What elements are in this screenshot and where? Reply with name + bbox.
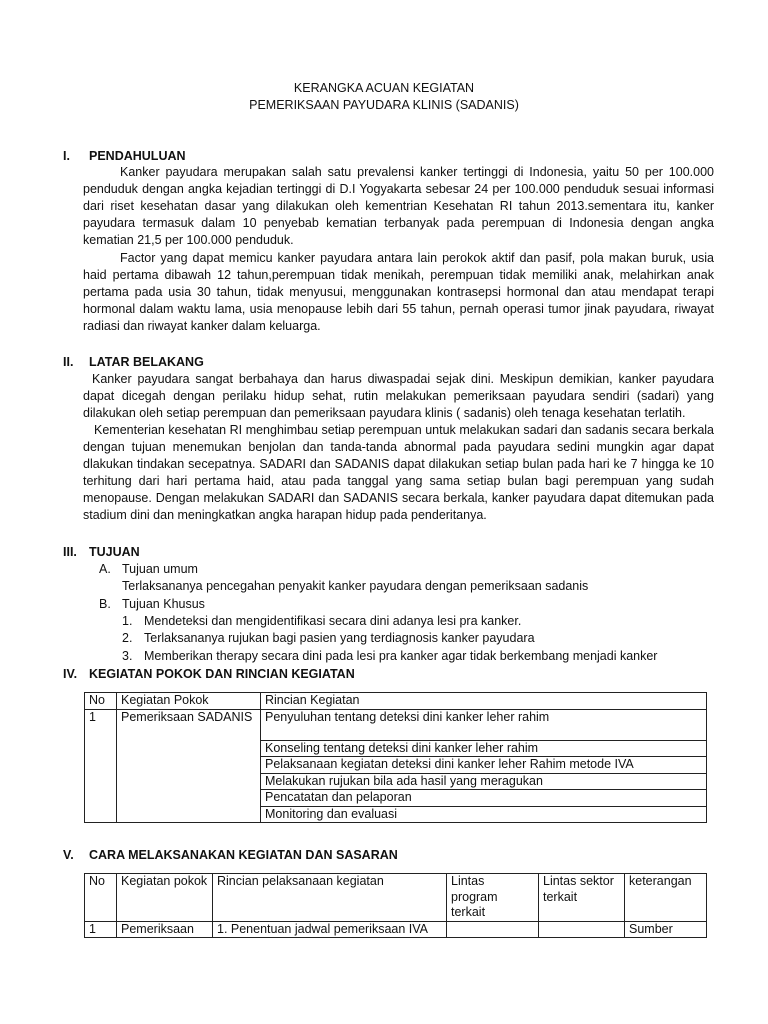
goal-b-label: B. xyxy=(99,597,111,611)
header-no: No xyxy=(85,874,117,922)
section-1-number: I. xyxy=(63,149,70,163)
section-3-number: III. xyxy=(63,545,77,559)
goal-a-title: Tujuan umum xyxy=(122,562,198,576)
row-kegiatan-pokok: Pemeriksaan SADANIS xyxy=(117,709,261,823)
header-lintas-sektor: Lintas sektor terkait xyxy=(539,874,625,922)
section-2-number: II. xyxy=(63,355,74,369)
section-1-paragraph-1 xyxy=(83,164,714,249)
section-3-heading xyxy=(63,544,140,561)
row-rincian: 1. Penentuan jadwal pemeriksaan IVA xyxy=(213,921,447,938)
header-lintas-program: Lintas program terkait xyxy=(447,874,539,922)
section-4-heading xyxy=(63,666,355,683)
section-1-title: PENDAHULUAN xyxy=(89,149,186,163)
implementation-table xyxy=(84,873,707,938)
section-5-heading xyxy=(63,847,398,864)
section-1-paragraph-1-text: Kanker payudara merupakan salah satu prevalensi kanker tertinggi di Indonesia, yaitu 50 per 100.000 penduduk dengan angka kejadian tertinggi di D.I Yogyakarta sebesar 24 per 100.000 penduduk sesuai informasi dari riset kesehatan dasar yang dilakukan oleh kementrian Kesehatan RI tahun 2013.sementara itu, kanker payudara termasuk dalam 10 penyebab kematian terbanyak pada perempuan di Indonesia dengan angka kematian 21,5 per 100.000 penduduk. xyxy=(83,165,714,247)
doc-title-line-1: KERANGKA ACUAN KEGIATAN xyxy=(293,81,475,95)
section-2-title: LATAR BELAKANG xyxy=(89,355,204,369)
table-header-row xyxy=(85,874,707,922)
specific-goal-1-number: 1. xyxy=(122,614,133,628)
row-lintas-sektor xyxy=(539,921,625,938)
rincian-cell: Monitoring dan evaluasi xyxy=(261,806,707,823)
section-3-title: TUJUAN xyxy=(89,545,140,559)
row-kegiatan-pokok: Pemeriksaan xyxy=(117,921,213,938)
section-2-paragraph-1-text: Kanker payudara sangat berbahaya dan harus diwaspadai sejak dini. Meskipun demikian, kanker payudara dapat dicegah dengan perilaku hidup sehat, rutin melakukan pemeriksaan payudara sendiri (sadari) yang dilakukan oleh setiap perempuan dan pemeriksaan payudara klinis ( sadanis) oleh tenaga kesehatan terlatih. xyxy=(83,372,714,420)
rincian-cell: Pencatatan dan pelaporan xyxy=(261,790,707,807)
table-header-row xyxy=(85,693,707,710)
row-keterangan: Sumber xyxy=(625,921,707,938)
goal-a-label: A. xyxy=(99,562,111,576)
doc-title-line-2: PEMERIKSAAN PAYUDARA KLINIS (SADANIS) xyxy=(249,98,519,112)
section-2-paragraph-2 xyxy=(83,422,714,524)
table-row xyxy=(85,921,707,938)
header-kegiatan-pokok: Kegiatan Pokok xyxy=(117,693,261,710)
specific-goal-3-text: Memberikan therapy secara dini pada lesi pra kanker agar tidak berkembang menjadi kanker xyxy=(144,649,658,663)
header-kegiatan-pokok: Kegiatan pokok xyxy=(117,874,213,922)
section-2-heading xyxy=(63,354,204,371)
specific-goal-1-text: Mendeteksi dan mengidentifikasi secara dini adanya lesi pra kanker. xyxy=(144,614,522,628)
specific-goal-2-number: 2. xyxy=(122,631,133,645)
section-5-title: CARA MELAKSANAKAN KEGIATAN DAN SASARAN xyxy=(89,848,398,862)
rincian-cell: Melakukan rujukan bila ada hasil yang meragukan xyxy=(261,773,707,790)
goal-b-title: Tujuan Khusus xyxy=(122,597,205,611)
goal-a-text: Terlaksananya pencegahan penyakit kanker payudara dengan pemeriksaan sadanis xyxy=(122,579,589,593)
header-no: No xyxy=(85,693,117,710)
rincian-cell: Pelaksanaan kegiatan deteksi dini kanker leher Rahim metode IVA xyxy=(261,757,707,774)
section-1-heading xyxy=(63,148,186,165)
row-no: 1 xyxy=(85,709,117,823)
activity-table xyxy=(84,692,707,823)
rincian-cell: Konseling tentang deteksi dini kanker leher rahim xyxy=(261,740,707,757)
section-2-paragraph-2-text: Kementerian kesehatan RI menghimbau setiap perempuan untuk melakukan sadari dan sadanis secara berkala dengan tujuan menemukan benjolan dan tanda-tanda abnormal pada payudara sedini mungkin agar dapat dlakukan tindakan secepatnya. SADARI dan SADANIS dapat dilakukan setiap bulan pada hari ke 7 hingga ke 10 terhitung dari hari pertama haid, atau pada tanggal yang sama setiap bulan bagi perempuan yang sudah menopause. Dengan melakukan SADARI dan SADANIS secara berkala, kanker payudara dapat ditemukan pada stadium dini dan meningkatkan angka harapan hidup pada penderitanya. xyxy=(83,423,714,522)
header-rincian-kegiatan: Rincian Kegiatan xyxy=(261,693,707,710)
row-lintas-program xyxy=(447,921,539,938)
rincian-cell: Penyuluhan tentang deteksi dini kanker leher rahim xyxy=(261,709,707,740)
section-5-number: V. xyxy=(63,848,74,862)
table-row xyxy=(85,709,707,740)
row-no: 1 xyxy=(85,921,117,938)
section-1-paragraph-2 xyxy=(83,250,714,335)
header-keterangan: keterangan xyxy=(625,874,707,922)
specific-goal-2-text: Terlaksananya rujukan bagi pasien yang terdiagnosis kanker payudara xyxy=(144,631,535,645)
specific-goal-3-number: 3. xyxy=(122,649,133,663)
section-4-number: IV. xyxy=(63,667,78,681)
section-4-title: KEGIATAN POKOK DAN RINCIAN KEGIATAN xyxy=(89,667,355,681)
section-2-paragraph-1 xyxy=(83,371,714,422)
section-1-paragraph-2-text: Factor yang dapat memicu kanker payudara antara lain perokok aktif dan pasif, pola makan buruk, usia haid pertama dibawah 12 tahun,perempuan tidak menikah, perempuan tidak memiliki anak, melahirkan anak pertama pada usia 30 tahun, tidak menyusui, menggunakan kontrasepsi hormonal dan atau mendapat terapi hormonal dalam waktu lama, usia menopause lebih dari 55 tahun, pernah operasi tumor jinak payudara, riwayat radiasi dan riwayat kanker dalam keluarga. xyxy=(83,251,714,333)
header-rincian-pelaksanaan: Rincian pelaksanaan kegiatan xyxy=(213,874,447,922)
